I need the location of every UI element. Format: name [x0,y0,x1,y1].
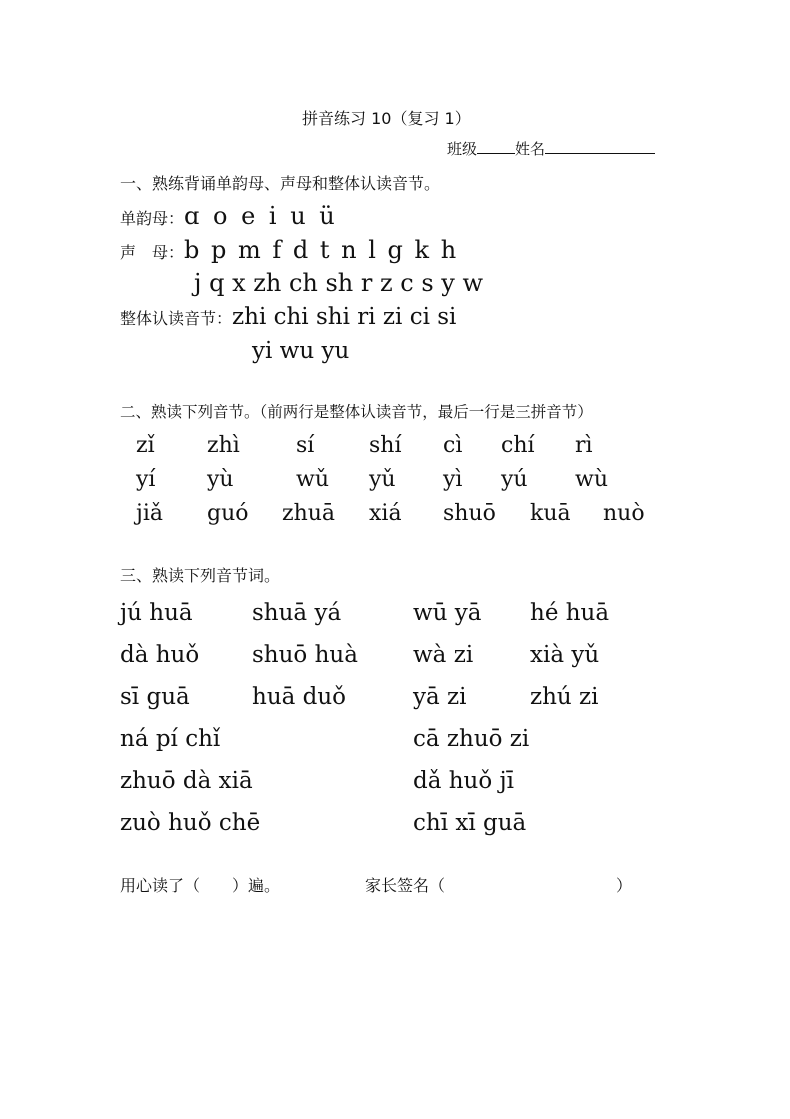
syllable-r1-c7: rì [575,433,593,458]
syllable-r2-c3: wǔ [296,467,329,492]
section1-heading: 一、熟练背诵单韵母、声母和整体认读音节。 [120,174,441,193]
vowels-row [120,202,338,230]
whole-syllables-label: 整体认读音节： [120,309,233,328]
syllable-r2-c2: yù [207,467,234,492]
word-r3-c1: sī guā [120,684,190,710]
class-blank[interactable] [477,139,515,154]
syllable-r2-c7: wù [575,467,608,492]
syllable-r3-c4: xiá [369,501,402,526]
word-r1-c2: shuā yá [252,600,342,626]
word-r5-c3: dǎ huǒ jī [413,768,515,794]
word-r2-c3: wà zi [413,642,474,668]
word-r4-c1: ná pí chǐ [120,726,221,752]
class-name-line [447,138,655,159]
consonants-row-1 [120,236,458,264]
word-r6-c1: zuò huǒ chē [120,810,261,836]
syllable-r1-c2: zhì [207,433,240,458]
syllable-r1-c5: cì [443,433,463,458]
syllable-r1-c4: shí [369,433,402,458]
word-r6-c3: chī xī guā [413,810,527,836]
syllable-r2-c1: yí [136,467,156,492]
word-r3-c2: huā duǒ [252,684,347,710]
name-blank[interactable] [545,139,655,154]
word-r1-c3: wū yā [413,600,482,626]
word-r2-c1: dà huǒ [120,642,200,668]
name-label: 姓名 [515,140,546,158]
syllable-r3-c5: shuō [443,501,496,526]
consonants-text-1: b p m f d t n l g k h [184,236,459,264]
word-r5-c1: zhuō dà xiā [120,768,253,794]
word-r1-c1: jú huā [120,600,193,626]
whole-syllables-text-2: yi wu yu [252,338,350,364]
parent-signature-label: 家长签名（ [365,876,446,895]
syllable-r3-c1: jiǎ [136,501,163,526]
read-times-label: 用心读了（ ）遍。 [120,876,281,895]
word-r3-c3: yā zi [413,684,467,710]
syllable-r2-c6: yú [501,467,528,492]
vowels-text: ɑ o e i u ü [184,202,338,230]
class-label: 班级 [447,140,478,158]
syllable-r1-c1: zǐ [136,433,155,458]
section3-heading: 三、熟读下列音节词。 [120,566,281,585]
syllable-r3-c6: kuā [530,501,571,526]
syllable-r3-c3: zhuā [282,501,336,526]
syllable-r1-c6: chí [501,433,535,458]
whole-syllables-text-1: zhi chi shi ri zi ci si [232,304,457,330]
whole-syllables-row-1 [120,304,456,330]
syllable-r1-c3: sí [296,433,315,458]
page-title: 拼音练习 10（复习 1） [302,109,471,128]
syllable-r2-c4: yǔ [369,467,396,492]
word-r4-c3: cā zhuō zi [413,726,530,752]
vowels-label: 单韵母： [120,209,185,228]
parent-signature-close: ） [616,876,633,895]
syllable-r2-c5: yì [443,467,463,492]
consonants-label: 声 母： [120,243,185,262]
word-r1-c4: hé huā [530,600,610,626]
syllable-r3-c2: guó [207,501,249,526]
word-r2-c2: shuō huà [252,642,358,668]
word-r3-c4: zhú zi [530,684,599,710]
word-r2-c4: xià yǔ [530,642,600,668]
syllable-r3-c7: nuò [603,501,645,526]
consonants-text-2: j q x zh ch sh r z c s y w [194,269,484,297]
section2-heading: 二、熟读下列音节。（前两行是整体认读音节，最后一行是三拼音节） [120,403,593,421]
